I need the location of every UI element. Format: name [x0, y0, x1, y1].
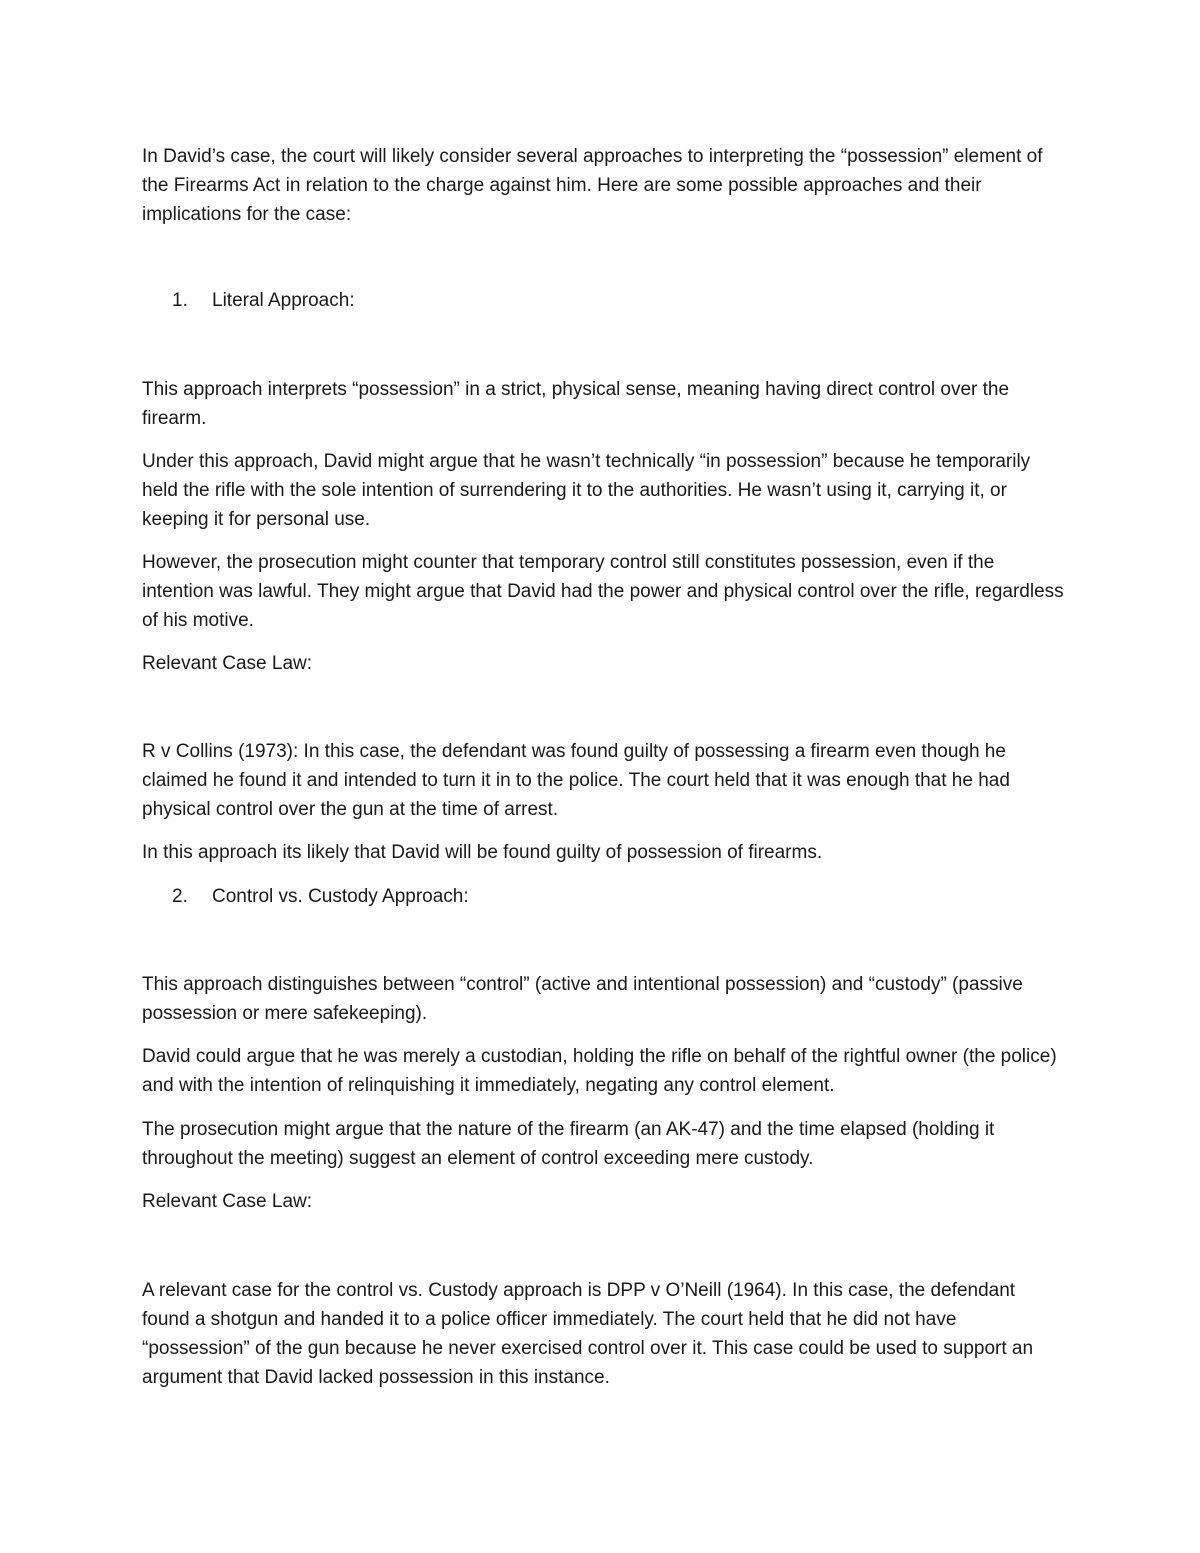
section-2-case-law-label: Relevant Case Law:	[142, 1191, 313, 1212]
intro-paragraph: In David’s case, the court will likely consider several approaches to interpreting the “possession” element of the Firearms Act in relation to the charge against him. Here are some possible approaches and their implications for the case:	[142, 146, 1043, 225]
section-2-title: Control vs. Custody Approach:	[212, 886, 469, 907]
section-2-paragraph-2: David could argue that he was merely a custodian, holding the rifle on behalf of the rightful owner (the police) and with the intention of relinquishing it immediately, negating any control element.	[142, 1046, 1057, 1096]
section-1-conclusion: In this approach its likely that David will be found guilty of possession of firearms.	[142, 842, 823, 863]
section-1-paragraph-2: Under this approach, David might argue that he wasn’t technically “in possession” because he temporarily held the rifle with the sole intention of surrendering it to the authorities. He wasn’t using it, carrying it, or keeping it for personal use.	[142, 451, 1031, 530]
section-1-paragraph-3: However, the prosecution might counter that temporary control still constitutes possession, even if the intention was lawful. They might argue that David had the power and physical control over the rifle, regardless of his motive.	[142, 552, 1064, 631]
section-1-case-law: R v Collins (1973): In this case, the defendant was found guilty of possessing a firearm even though he claimed he found it and intended to turn it in to the police. The court held that it was enough that he had physical control over the gun at the time of arrest.	[142, 741, 1010, 820]
section-1-case-law-label: Relevant Case Law:	[142, 653, 313, 674]
section-1-title: Literal Approach:	[212, 290, 355, 311]
section-1-number: 1.	[172, 290, 188, 311]
section-1-heading	[172, 286, 355, 315]
section-2-paragraph-1: This approach distinguishes between “control” (active and intentional possession) and “custody” (passive possession or mere safekeeping).	[142, 974, 1023, 1024]
section-2-paragraph-3: The prosecution might argue that the nature of the firearm (an AK-47) and the time elapsed (holding it throughout the meeting) suggest an element of control exceeding mere custody.	[142, 1119, 995, 1169]
section-2-heading	[172, 882, 469, 911]
section-1-paragraph-1: This approach interprets “possession” in a strict, physical sense, meaning having direct control over the firearm.	[142, 379, 1010, 429]
section-2-number: 2.	[172, 886, 188, 907]
section-2-case-law: A relevant case for the control vs. Custody approach is DPP v O’Neill (1964). In this case, the defendant found a shotgun and handed it to a police officer immediately. The court held that he did not have “possession” of the gun because he never exercised control over it. This case could be used to support an argument that David lacked possession in this instance.	[142, 1280, 1034, 1388]
